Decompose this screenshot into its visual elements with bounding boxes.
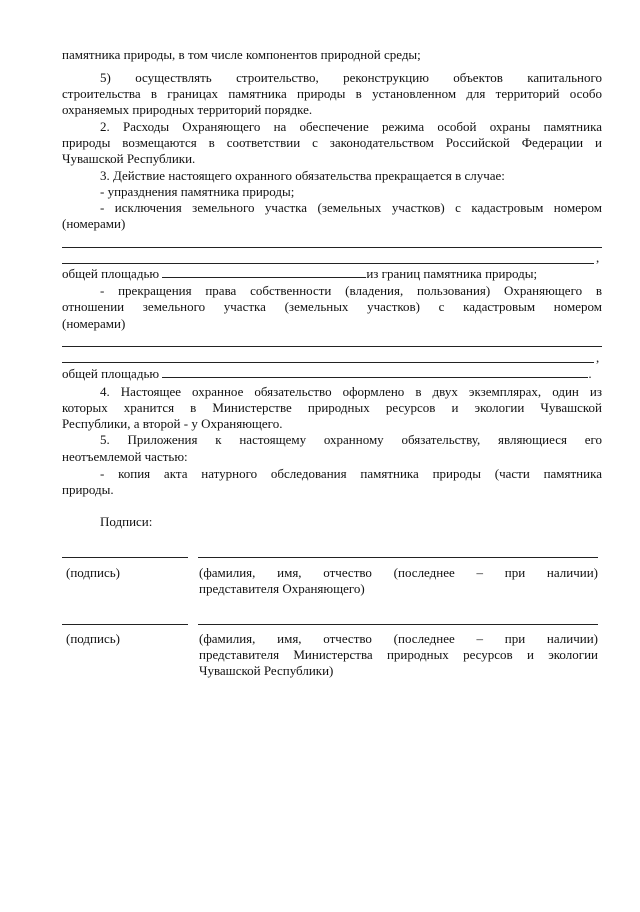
text-line: Республики, а второй - у Охраняющего.: [62, 416, 283, 431]
text-line: (номерами): [62, 316, 126, 331]
text-line: охраняемых природных территорий порядке.: [62, 102, 313, 117]
area-line: [62, 266, 537, 283]
text-line: строительства в границах памятника природы в установленном для территорий особо: [62, 86, 602, 101]
area-label: общей площадью: [62, 366, 160, 381]
area-label: общей площадью: [62, 266, 160, 281]
text-line: отношении земельного участка (земельных участков) с кадастровым номером: [62, 299, 602, 314]
text-line: - прекращения права собственности (владения, пользования) Охраняющего в: [100, 283, 602, 298]
signature-line: [62, 624, 188, 625]
text-line: 5. Приложения к настоящему охранному обязательству, являющиеся его: [100, 432, 602, 447]
blank-line: [62, 346, 602, 347]
text-line: 5) осуществлять строительство, реконструкцию объектов капитального: [100, 70, 602, 85]
signatures-heading: Подписи:: [100, 514, 153, 529]
text-line: природы.: [62, 482, 114, 497]
name-caption: (фамилия, имя, отчество (последнее – при наличии): [199, 631, 598, 646]
name-caption: представителя Охраняющего): [199, 581, 365, 596]
text-line: памятника природы, в том числе компонентов природной среды;: [62, 47, 421, 62]
text-line: которых хранится в Министерстве природных ресурсов и экологии Чувашской: [62, 400, 602, 415]
text-line: (номерами): [62, 216, 126, 231]
text-line: Чувашской Республики.: [62, 151, 196, 166]
text-line: - исключения земельного участка (земельных участков) с кадастровым номером: [100, 200, 602, 215]
name-line: [198, 557, 598, 558]
name-caption: (фамилия, имя, отчество (последнее – при наличии): [199, 565, 598, 580]
period: .: [588, 366, 592, 381]
text-line: - упразднения памятника природы;: [100, 184, 295, 199]
text-line: 4. Настоящее охранное обязательство оформлено в двух экземплярах, один из: [100, 384, 602, 399]
area-line: [62, 366, 592, 383]
signature-caption: (подпись): [66, 631, 120, 646]
name-caption: представителя Министерства природных ресурсов и экологии: [199, 647, 598, 662]
text-line: неотъемлемой частью:: [62, 449, 188, 464]
text-line: - копия акта натурного обследования памятника природы (части памятника: [100, 466, 602, 481]
text-line: 3. Действие настоящего охранного обязательства прекращается в случае:: [100, 168, 505, 183]
comma: ,: [596, 250, 600, 265]
area-suffix: из границ памятника природы;: [366, 266, 538, 281]
text-line: природы возмещаются в соответствии с законодательством Российской Федерации и: [62, 135, 602, 150]
name-line: [198, 624, 598, 625]
area-blank: [162, 266, 366, 278]
area-blank: [162, 366, 588, 378]
text-line: 2. Расходы Охраняющего на обеспечение режима особой охраны памятника: [100, 119, 602, 134]
blank-line: [62, 247, 602, 248]
signature-caption: (подпись): [66, 565, 120, 580]
blank-line: [62, 362, 594, 363]
name-caption: Чувашской Республики): [199, 663, 334, 678]
signature-line: [62, 557, 188, 558]
comma: ,: [596, 350, 600, 365]
blank-line: [62, 263, 594, 264]
